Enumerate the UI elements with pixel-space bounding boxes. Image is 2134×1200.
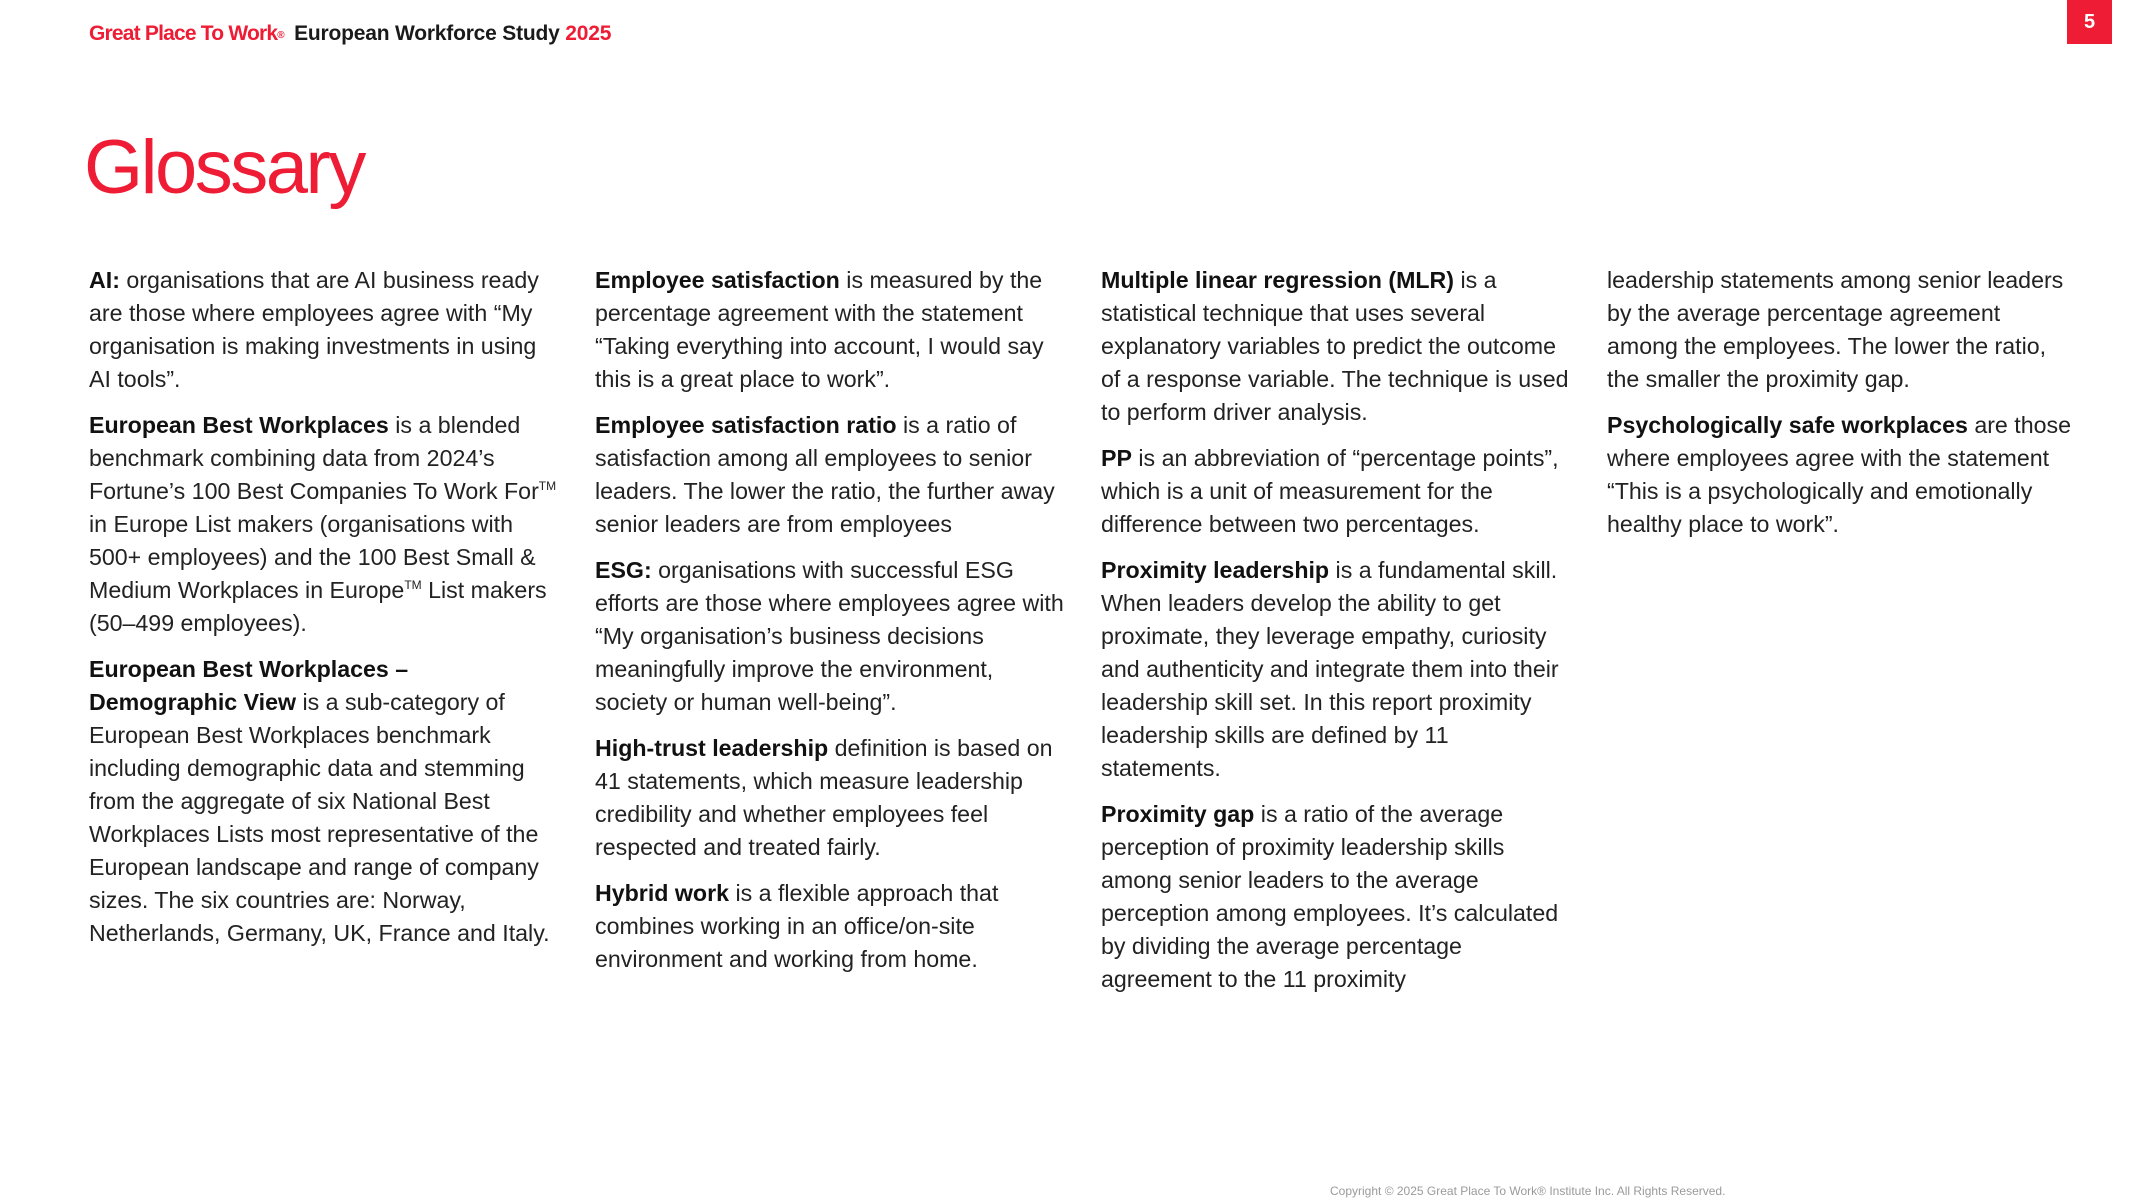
glossary-definition: are those where employees agree with the statement “This is a psychologically and emotionally healthy place to work”. <box>1607 412 2071 537</box>
glossary-column-2 <box>595 264 1065 989</box>
glossary-term: Employee satisfaction <box>595 267 840 293</box>
glossary-definition-end: List makers (50–499 employees). <box>89 577 547 636</box>
glossary-term: High-trust leadership <box>595 735 829 761</box>
glossary-entry-proximity-gap-continued <box>1607 264 2077 396</box>
glossary-term: Proximity leadership <box>1101 557 1330 583</box>
glossary-entry-european-best-workplaces <box>89 409 559 640</box>
glossary-term: PP <box>1101 445 1132 471</box>
page-number-badge: 5 <box>2067 0 2112 44</box>
glossary-entry-esg <box>595 554 1065 719</box>
study-name: European Workforce Study <box>294 22 560 45</box>
glossary-definition: is an abbreviation of “percentage points”, which is a unit of measurement for the difference between two percentages. <box>1101 445 1559 537</box>
glossary-term: European Best Workplaces – Demographic View <box>89 656 409 715</box>
glossary-entry-high-trust-leadership <box>595 732 1065 864</box>
glossary-term: Employee satisfaction ratio <box>595 412 897 438</box>
glossary-term: Multiple linear regression (MLR) <box>1101 267 1455 293</box>
copyright-footer: Copyright © 2025 Great Place To Work® Institute Inc. All Rights Reserved. <box>1330 1184 1726 1198</box>
glossary-term: Proximity gap <box>1101 801 1255 827</box>
glossary-entry-proximity-leadership <box>1101 554 1571 785</box>
glossary-definition: is a ratio of satisfaction among all employees to senior leaders. The lower the ratio, the further away senior leaders are from employees <box>595 412 1055 537</box>
glossary-definition: is a sub-category of European Best Workplaces benchmark including demographic data and stemming from the aggregate of six National Best Workplaces Lists most representative of the European landscape and range of company sizes. The six countries are: Norway, Netherlands, Germany, UK, France and Italy. <box>89 689 550 946</box>
glossary-definition: is a flexible approach that combines working in an office/on-site environment and working from home. <box>595 880 999 972</box>
glossary-entry-ai <box>89 264 559 396</box>
study-year: 2025 <box>565 22 612 45</box>
glossary-definition: is a fundamental skill. When leaders develop the ability to get proximate, they leverage empathy, curiosity and authenticity and integrate them into their leadership skill set. In this report proximity leadership skills are defined by 11 statements. <box>1101 557 1559 781</box>
glossary-definition: definition is based on 41 statements, which measure leadership credibility and whether employees feel respected and treated fairly. <box>595 735 1053 860</box>
glossary-entry-psychologically-safe-workplaces <box>1607 409 2077 541</box>
glossary-entry-proximity-gap <box>1101 798 1571 996</box>
glossary-term: ESG: <box>595 557 652 583</box>
glossary-definition: is measured by the percentage agreement with the statement “Taking everything into account, I would say this is a great place to work”. <box>595 267 1044 392</box>
glossary-entry-employee-satisfaction-ratio <box>595 409 1065 541</box>
glossary-definition: is a blended benchmark combining data from 2024’s Fortune’s 100 Best Companies To Work For <box>89 412 539 504</box>
glossary-entry-pp <box>1101 442 1571 541</box>
glossary-column-4 <box>1607 264 2077 554</box>
glossary-column-3 <box>1101 264 1571 1009</box>
glossary-term: AI: <box>89 267 120 293</box>
glossary-definition-cont: in Europe List makers (organisations with 500+ employees) and the 100 Best Small & Medium Workplaces in Europe <box>89 511 536 603</box>
glossary-entry-mlr <box>1101 264 1571 429</box>
brand-registered-mark: ® <box>277 30 285 41</box>
trademark-mark: TM <box>538 479 557 493</box>
glossary-column-1 <box>89 264 559 963</box>
glossary-definition: is a statistical technique that uses several explanatory variables to predict the outcome of a response variable. The technique is used to perform driver analysis. <box>1101 267 1569 425</box>
trademark-mark: TM <box>404 578 422 592</box>
brand-logo-text: Great Place To Work <box>89 22 278 45</box>
report-header <box>89 22 611 46</box>
glossary-definition: is a ratio of the average perception of proximity leadership skills among senior leaders to the average perception among employees. It’s calculated by dividing the average percentage agreement to the 11 proximity <box>1101 801 1559 992</box>
glossary-term: European Best Workplaces <box>89 412 389 438</box>
page-title: Glossary <box>84 125 364 210</box>
glossary-entry-employee-satisfaction <box>595 264 1065 396</box>
glossary-definition: leadership statements among senior leaders by the average percentage agreement among the employees. The lower the ratio, the smaller the proximity gap. <box>1607 267 2064 392</box>
glossary-entry-demographic-view <box>89 653 559 950</box>
glossary-definition: organisations that are AI business ready are those where employees agree with “My organisation is making investments in using AI tools”. <box>89 267 539 392</box>
glossary-term: Psychologically safe workplaces <box>1607 412 1968 438</box>
glossary-entry-hybrid-work <box>595 877 1065 976</box>
glossary-definition: organisations with successful ESG efforts are those where employees agree with “My organisation’s business decisions meaningfully improve the environment, society or human well-being”. <box>595 557 1064 715</box>
glossary-term: Hybrid work <box>595 880 729 906</box>
